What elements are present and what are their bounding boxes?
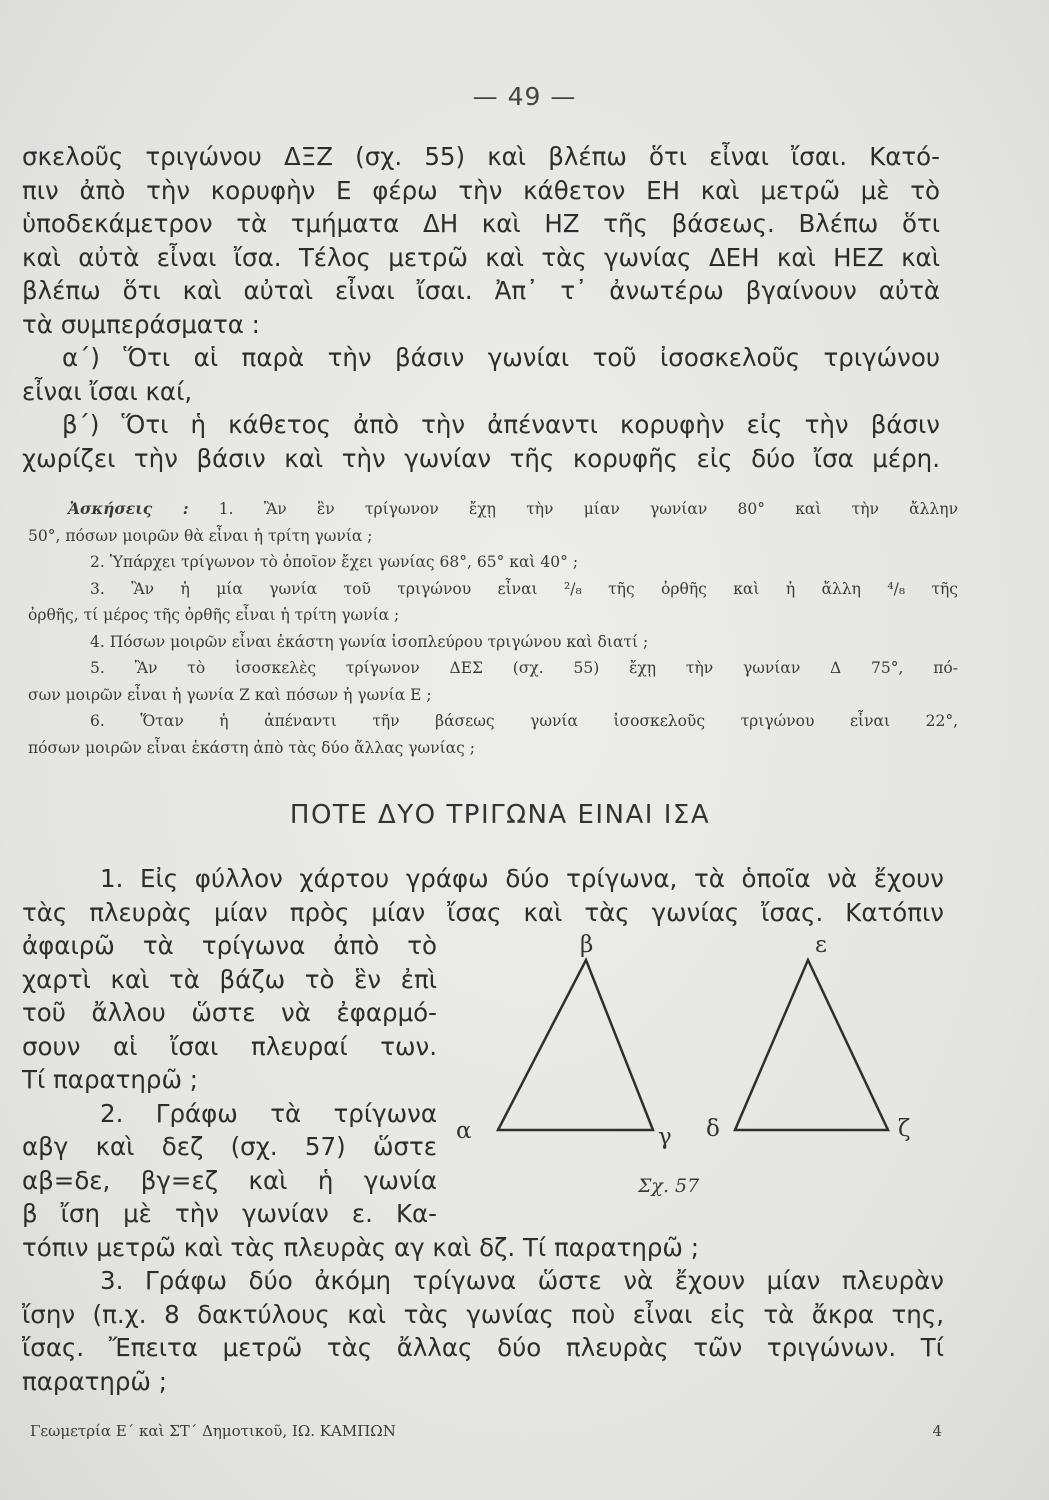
text-line: ἀφαιρῶ τὰ τρίγωνα ἀπὸ τὸ	[22, 931, 437, 960]
exercise-5: 5. Ἂν τὸ ἰσοσκελὲς τρίγωνον ΔΕΣ (σχ. 55) ἔχῃ τὴν γωνίαν Δ 75°, πό-	[90, 659, 958, 677]
text-line: τόπιν μετρῶ καὶ τὰς πλευρὰς αγ καὶ δζ. Τί παρατηρῶ ;	[22, 1232, 699, 1262]
signature-number: 4	[932, 1422, 942, 1440]
exercise-3: 3. Ἂν ἡ μία γωνία τοῦ τριγώνου εἶναι ²/₈ τῆς ὀρθῆς καὶ ἡ ἄλλη ⁴/₈ τῆς	[90, 579, 958, 598]
text-line: 2. Γράφω τὰ τρίγωνα	[100, 1098, 437, 1128]
exercise-1-line: Ἀσκήσεις : 1. Ἂν ἓν τρίγωνον ἔχῃ τὴν μίαν γωνίαν 80° καὶ τὴν ἄλλην	[68, 499, 958, 518]
exercises-label: Ἀσκήσεις :	[68, 499, 189, 518]
figure-57-triangles	[448, 930, 948, 1200]
text-line: ἴσας. Ἔπειτα μετρῶ τὰς ἄλλας δύο πλευρὰς τῶν τριγώνων. Τί	[22, 1333, 944, 1362]
figure-caption: Σχ. 57	[638, 1175, 700, 1197]
text-line: τὰς πλευρὰς μίαν πρὸς μίαν ἴσας καὶ τὰς γωνίας ἴσας. Κατόπιν	[22, 897, 944, 927]
exercise-4: 4. Πόσων μοιρῶν εἶναι ἑκάστη γωνία ἰσοπλεύρου τριγώνου καὶ διατί ;	[90, 632, 649, 651]
narrow-column	[22, 929, 437, 1231]
exercise-6: 6. Ὅταν ἡ ἀπέναντι τῆν βάσεως γωνία ἰσοσκελοῦς τριγώνου εἶναι 22°,	[90, 712, 958, 730]
page-number: — 49 —	[472, 82, 577, 111]
footer-book-title: Γεωμετρία Ε΄ καὶ ΣΤ΄ Δημοτικοῦ, ΙΩ. ΚΑΜΠΩΝ	[30, 1422, 396, 1440]
text-line: βλέπω ὅτι καὶ αὐταὶ εἶναι ἴσαι. Ἀπ᾽ τ᾽ ἀνωτέρω βγαίνουν αὐτὰ	[22, 276, 940, 305]
text-line: ἴσην (π.χ. 8 δακτύλους καὶ τὰς γωνίας ποὺ εἶναι εἰς τὰ ἄκρα της,	[22, 1299, 944, 1329]
triangle-dez	[735, 960, 888, 1130]
text-line: β ἴση μὲ τὴν γωνίαν ε. Κα-	[22, 1199, 437, 1228]
exercise-line: πόσων μοιρῶν εἶναι ἑκάστη ἀπὸ τὰς δύο ἄλλας γωνίας ;	[28, 738, 475, 757]
text-line: 3. Γράφω δύο ἀκόμη τρίγωνα ὥστε νὰ ἔχουν μίαν πλευρὰν	[100, 1266, 944, 1295]
vertex-label-b: β	[580, 932, 594, 958]
exercise-2: 2. Ὑπάρχει τρίγωνον τὸ ὁποῖον ἔχει γωνίας 68°, 65° καὶ 40° ;	[90, 553, 579, 571]
text-line: χαρτὶ καὶ τὰ βάζω τὸ ἓν ἐπὶ	[22, 964, 437, 994]
section-heading: ΠΟΤΕ ΔΥΟ ΤΡΙΓΩΝΑ ΕΙΝΑΙ ΙΣΑ	[289, 800, 711, 830]
text-line: σουν αἱ ἴσαι πλευραί των.	[22, 1031, 437, 1061]
text-line: 1. Εἰς φύλλον χάρτου γράφω δύο τρίγωνα, τὰ ὁποῖα νὰ ἔχουν	[100, 864, 944, 893]
exercise-line: σων μοιρῶν εἶναι ἡ γωνία Ζ καὶ πόσων ἡ γωνία Ε ;	[28, 685, 432, 704]
conclusion-b: β΄) Ὅτι ἡ κάθετος ἀπὸ τὴν ἀπέναντι κορυφὴν εἰς τὴν βάσιν	[62, 410, 940, 439]
vertex-label-e: ε	[815, 932, 827, 958]
text-line: αβ=δε, βγ=εζ καὶ ἡ γωνία	[22, 1165, 437, 1195]
page-footer	[30, 1422, 950, 1440]
text-line: καὶ αὐτὰ εἶναι ἴσα. Τέλος μετρῶ καὶ τὰς γωνίας ΔΕΗ καὶ ΗΕΖ καὶ	[22, 242, 940, 272]
exercise-line: 50°, πόσων μοιρῶν θὰ εἶναι ἡ τρίτη γωνία ;	[28, 526, 373, 545]
vertex-label-g: γ	[658, 1124, 672, 1150]
text-line: χωρίζει τὴν βάσιν καὶ τὴν γωνίαν τῆς κορυφῆς εἰς δύο ἴσα μέρη.	[22, 443, 940, 473]
text-line: αβγ καὶ δεζ (σχ. 57) ὥστε	[22, 1132, 437, 1161]
text-line: Τί παρατηρῶ ;	[22, 1065, 199, 1094]
triangle-abg	[498, 960, 653, 1130]
text-line: τὰ συμπεράσματα :	[22, 309, 260, 339]
paragraph-isosceles-conclusions	[22, 140, 940, 475]
exercises-block	[28, 496, 958, 761]
text-line: πιν ἀπὸ τὴν κορυφὴν Ε φέρω τὴν κάθετον ΕΗ καὶ μετρῶ μὲ τὸ	[22, 175, 940, 205]
text-line: σκελοῦς τριγώνου ΔΞΖ (σχ. 55) καὶ βλέπω ὅτι εἶναι ἴσαι. Κατό-	[22, 142, 940, 171]
conclusion-a: α΄) Ὅτι αἱ παρὰ τὴν βάσιν γωνίαι τοῦ ἰσοσκελοῦς τριγώνου	[62, 343, 940, 372]
text-line: εἶναι ἴσαι καί,	[22, 376, 193, 406]
vertex-label-z: ζ	[898, 1116, 911, 1142]
text-line: παρατηρῶ ;	[22, 1366, 167, 1396]
text-line: ὑποδεκάμετρον τὰ τμήματα ΔΗ καὶ ΗΖ τῆς βάσεως. Βλέπω ὅτι	[22, 209, 940, 238]
vertex-label-d: δ	[706, 1116, 720, 1142]
text-line: τοῦ ἄλλου ὥστε νὰ ἐφαρμό-	[22, 998, 437, 1027]
vertex-label-a: α	[456, 1118, 472, 1144]
exercise-line: ὀρθῆς, τί μέρος τῆς ὀρθῆς εἶναι ἡ τρίτη γωνία ;	[28, 606, 400, 624]
